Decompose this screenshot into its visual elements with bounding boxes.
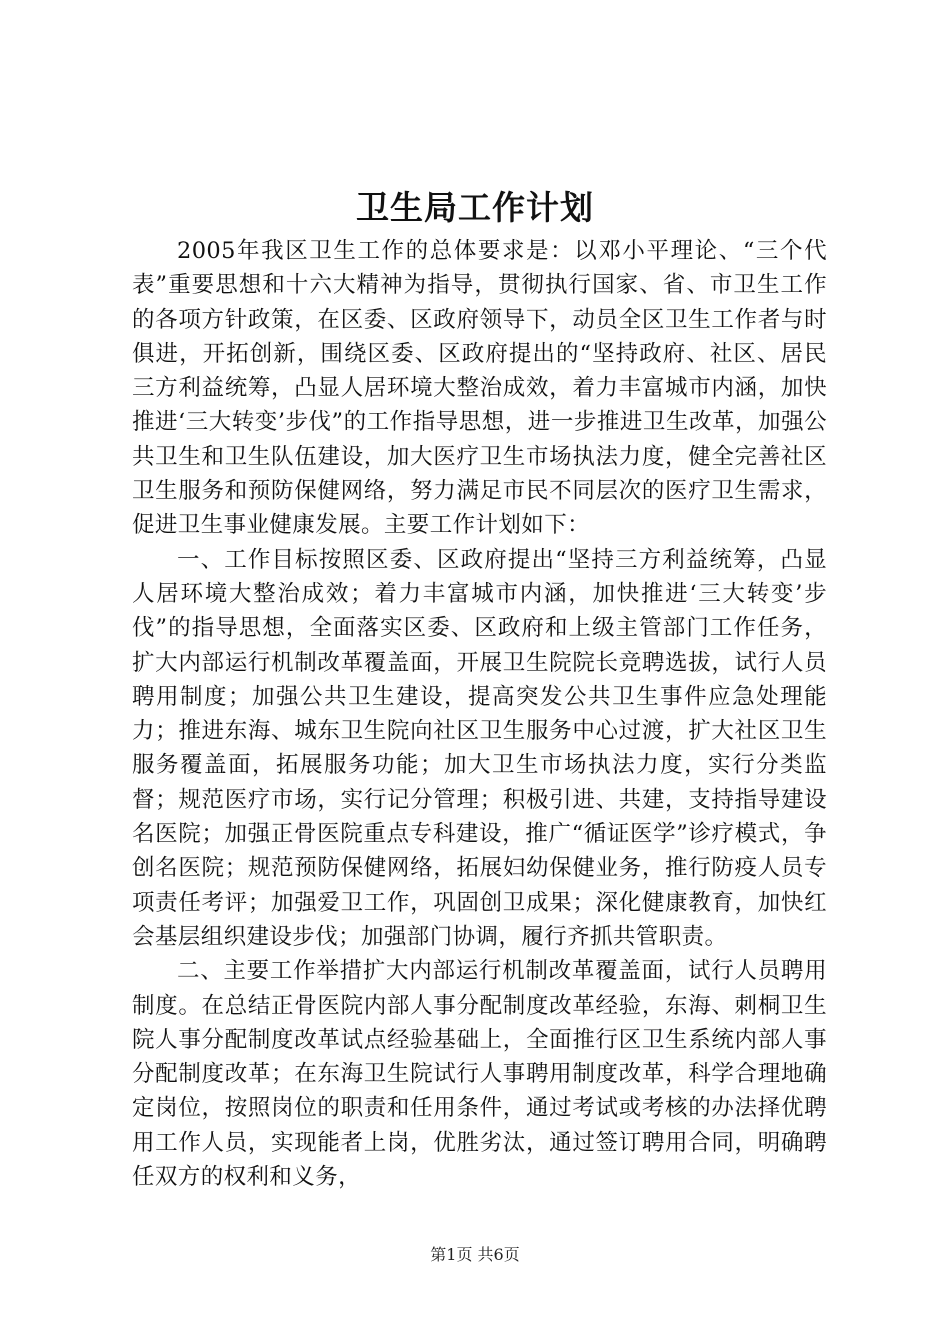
paragraph-work-goals: 一、工作目标按照区委、区政府提出“坚持三方利益统筹，凸显人居环境大整治成效；着力丰富城市内涵，加快推进‘三大转变’步伐”的指导思想，全面落实区委、区政府和上级主管部门工作任务，扩大内部运行机制改革覆盖面，开展卫生院院长竞聘选拔，试行人员聘用制度；加强公共卫生建设，提高突发公共卫生事件应急处理能力；推进东海、城东卫生院向社区卫生服务中心过渡，扩大社区卫生服务覆盖面，拓展服务功能；加大卫生市场执法力度，实行分类监督；规范医疗市场，实行记分管理；积极引进、共建，支持指导建设名医院；加强正骨医院重点专科建设，推广“循证医学”诊疗模式，争创名医院；规范预防保健网络，拓展妇幼保健业务，推行防疫人员专项责任考评；加强爱卫工作，巩固创卫成果；深化健康教育，加快红会基层组织建设步伐；加强部门协调，履行齐抓共管职责。 (132, 546, 827, 950)
paragraph-overview: 2005年我区卫生工作的总体要求是：以邓小平理论、“三个代表”重要思想和十六大精神为指导，贯彻执行国家、省、市卫生工作的各项方针政策，在区委、区政府领导下，动员全区卫生工作者与时俱进，开拓创新，围绕区委、区政府提出的“坚持政府、社区、居民三方利益统筹，凸显人居环境大整治成效，着力丰富城市内涵，加快推进‘三大转变’步伐”的工作指导思想，进一步推进卫生改革，加强公共卫生和卫生队伍建设，加大医疗卫生市场执法力度，健全完善社区卫生服务和预防保健网络，努力满足市民不同层次的医疗卫生需求，促进卫生事业健康发展。主要工作计划如下： (132, 238, 827, 539)
document-body (132, 234, 827, 1194)
paragraph-main-measures: 二、主要工作举措扩大内部运行机制改革覆盖面，试行人员聘用制度。在总结正骨医院内部人事分配制度改革经验，东海、刺桐卫生院人事分配制度改革试点经验基础上，全面推行区卫生系统内部人事分配制度改革；在东海卫生院试行人事聘用制度改革，科学合理地确定岗位，按照岗位的职责和任用条件，通过考试或考核的办法择优聘用工作人员，实现能者上岗，优胜劣汰，通过签订聘用合同，明确聘任双方的权利和义务， (132, 958, 827, 1191)
page-number-footer: 第1页 共6页 (430, 1245, 520, 1264)
document-title: 卫生局工作计划 (356, 188, 594, 227)
